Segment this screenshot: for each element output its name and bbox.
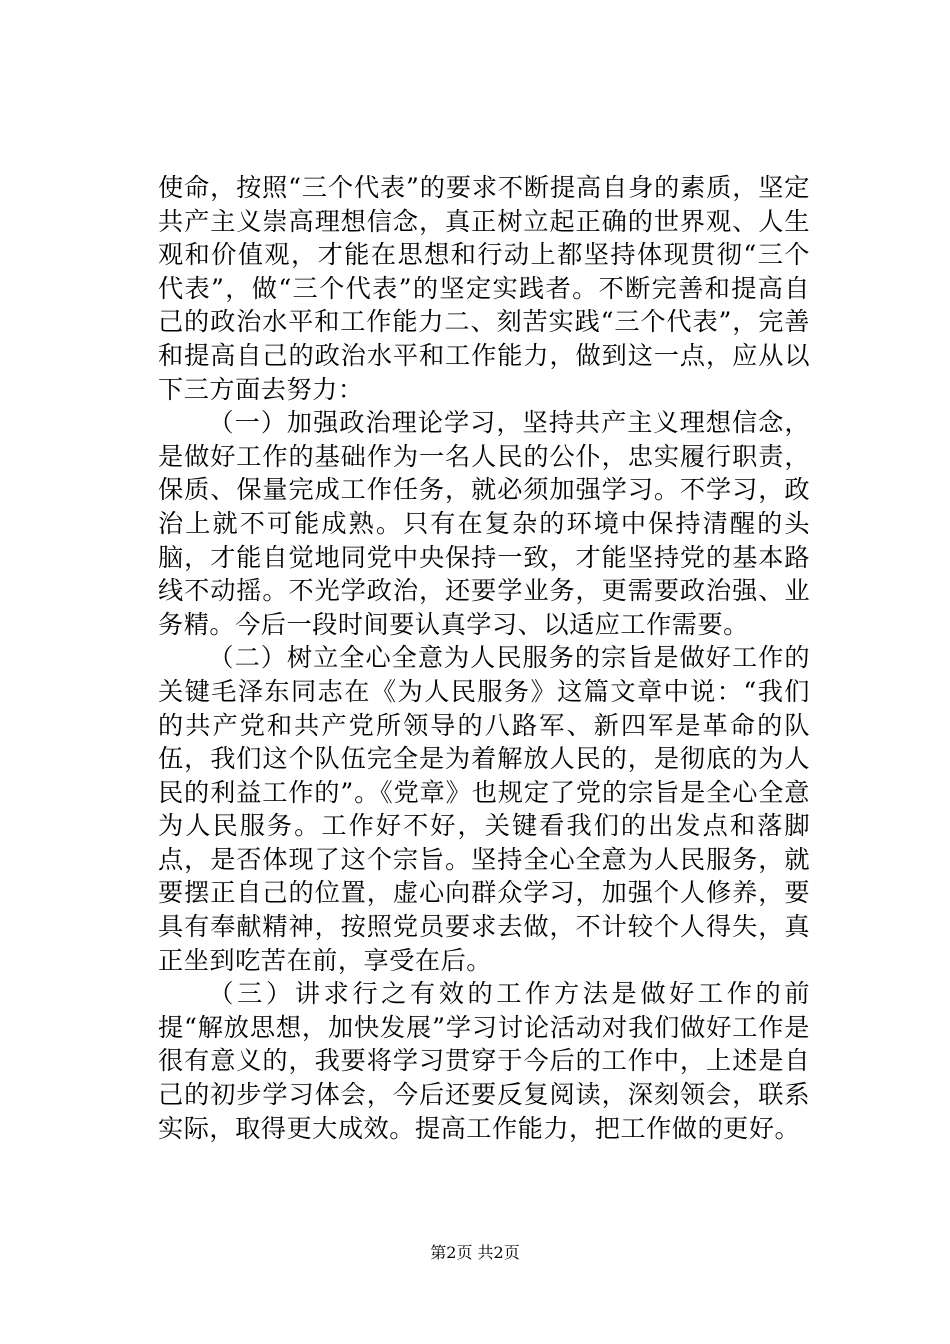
paragraph-section-1: （一）加强政治理论学习，坚持共产主义理想信念，是做好工作的基础作为一名人民的公仆，忠实履行职责，保质、保量完成工作任务，就必须加强学习。不学习，政治上就不可能成熟。只有在复杂的环境中保持清醒的头脑，才能自觉地同党中央保持一致，才能坚持党的基本路线不动摇。不光学政治，还要学业务，更需要政治强、业务精。今后一段时间要认真学习、以适应工作需要。	[158, 408, 810, 639]
document-body	[158, 171, 810, 1145]
paragraph-continuation: 使命，按照“三个代表”的要求不断提高自身的素质，坚定共产主义崇高理想信念，真正树立起正确的世界观、人生观和价值观，才能在思想和行动上都坚持体现贯彻“三个代表”，做“三个代表”的坚定实践者。不断完善和提高自己的政治水平和工作能力二、刻苦实践“三个代表”，完善和提高自己的政治水平和工作能力，做到这一点，应从以下三方面去努力：	[158, 173, 810, 404]
paragraph-section-2: （二）树立全心全意为人民服务的宗旨是做好工作的关键毛泽东同志在《为人民服务》这篇文章中说：“我们的共产党和共产党所领导的八路军、新四军是革命的队伍，我们这个队伍完全是为着解放人民的，是彻底的为人民的利益工作的”。《党章》也规定了党的宗旨是全心全意为人民服务。工作好不好，关键看我们的出发点和落脚点，是否体现了这个宗旨。坚持全心全意为人民服务，就要摆正自己的位置，虚心向群众学习，加强个人修养，要具有奉献精神，按照党员要求去做，不计较个人得失，真正坐到吃苦在前，享受在后。	[158, 643, 810, 975]
paragraph-section-3: （三）讲求行之有效的工作方法是做好工作的前提“解放思想，加快发展”学习讨论活动对我们做好工作是很有意义的，我要将学习贯穿于今后的工作中，上述是自己的初步学习体会，今后还要反复阅读，深刻领会，联系实际，取得更大成效。提高工作能力，把工作做的更好。	[158, 979, 810, 1143]
page-number-footer: 第2页 共2页	[430, 1243, 520, 1262]
